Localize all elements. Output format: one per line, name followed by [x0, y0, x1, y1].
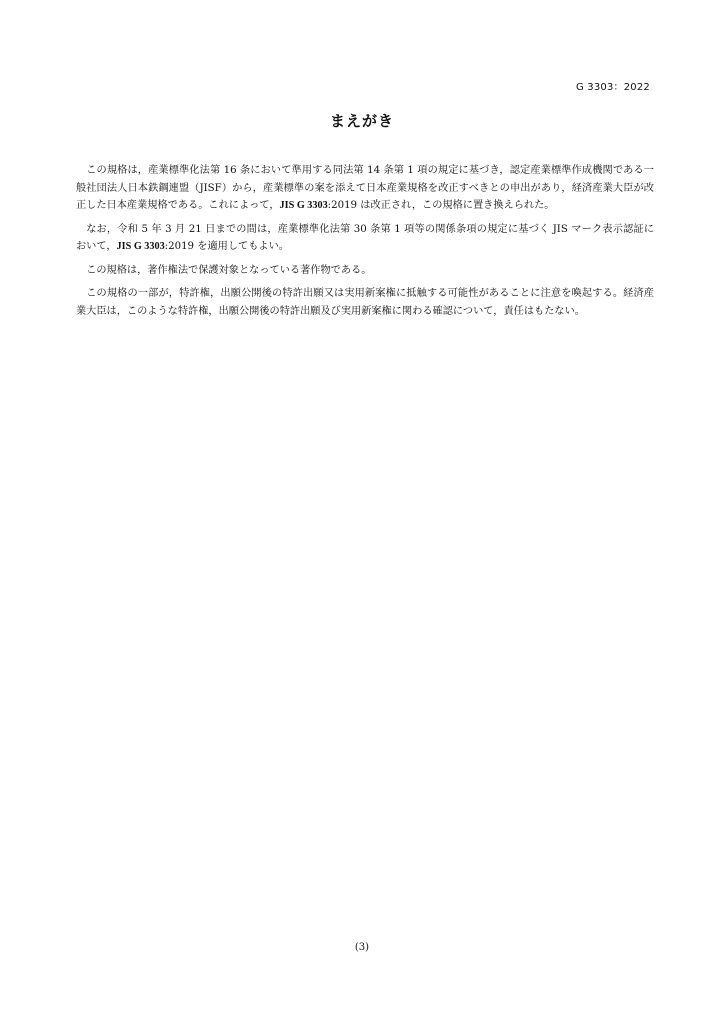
- paragraph-text: なお，令和 5 年 3 月 21 日までの間は，産業標準化法第 30 条第 1 項等の関係条項の規定に基づく JIS マーク表示認証において，: [76, 223, 654, 252]
- page-number: (3): [354, 942, 370, 953]
- paragraph-text: :2019 を適用してもよい。: [164, 241, 289, 252]
- paragraph-copyright-notice: この規格は，著作権法で保護対象となっている著作物である。: [86, 264, 372, 276]
- paragraph-revision-notice: [76, 162, 654, 215]
- standard-reference: JIS G 3303: [116, 241, 165, 252]
- foreword-body: [76, 162, 654, 326]
- paragraph-transition-notice: [76, 221, 654, 256]
- document-code: G 3303：2022: [575, 82, 650, 93]
- paragraph-text: :2019 は改正され，この規格に置き換えられた。: [327, 200, 555, 211]
- page-title: まえがき: [329, 112, 394, 130]
- standard-reference: JIS G 3303: [279, 200, 328, 211]
- paragraph-text: この規格は，産業標準化法第 16 条において準用する同法第 14 条第 1 項の規定に基づき，認定産業標準作成機関である一般社団法人日本鉄鋼連盟（JISF）から，産業標準の案を添えて日本産業規格を改正すべきとの申出があり，経済産業大臣が改正した日本産業規格である。これによって，: [76, 165, 654, 211]
- paragraph-patent-notice: この規格の一部が，特許権，出願公開後の特許出願又は実用新案権に抵触する可能性があることに注意を喚起する。経済産業大臣は，このような特許権，出願公開後の特許出願及び実用新案権に関わる確認について，責任はもたない。: [76, 288, 654, 317]
